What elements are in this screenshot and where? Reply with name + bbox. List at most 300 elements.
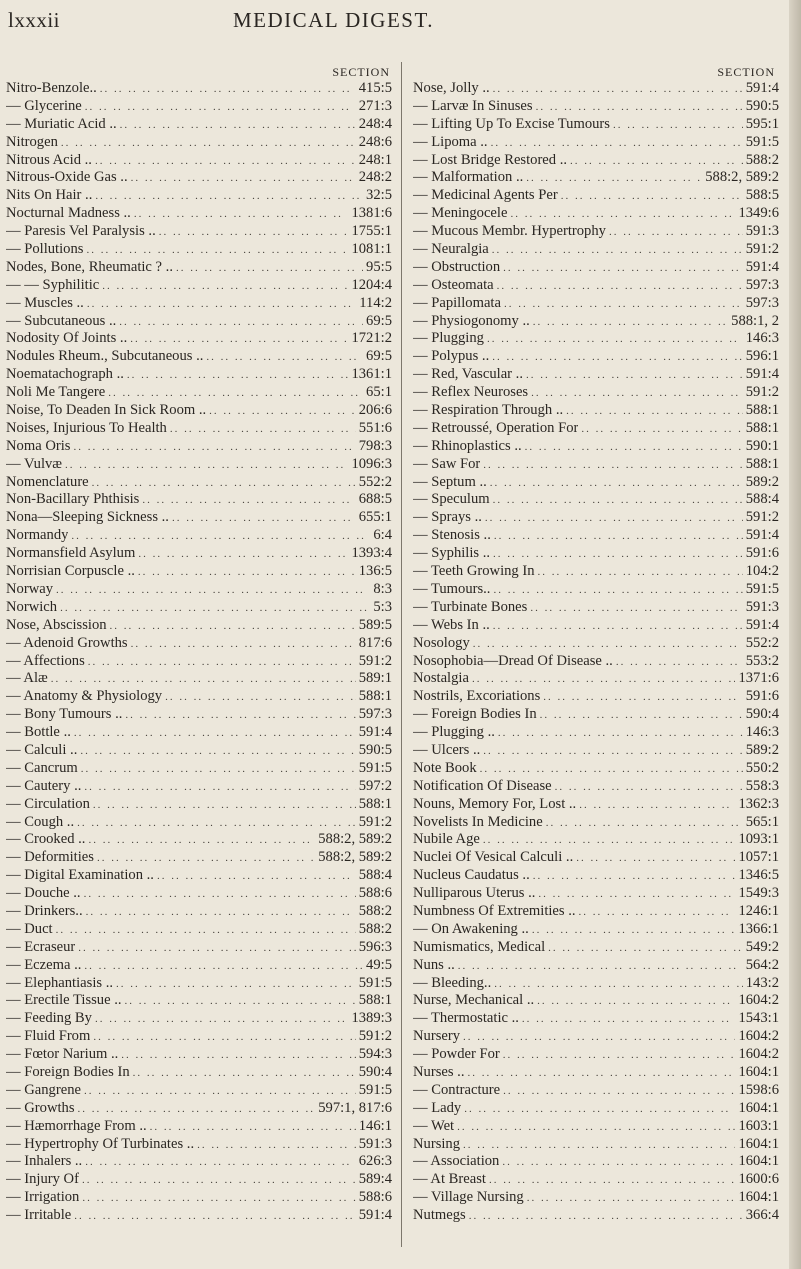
index-term: Nubile Age: [413, 831, 480, 848]
index-entry: [6, 831, 394, 849]
leader-dots: [159, 224, 349, 242]
section-reference: 552:2: [745, 634, 779, 651]
index-term: Nursing: [413, 1135, 461, 1152]
index-entry: [413, 205, 779, 223]
leader-dots: [492, 242, 743, 260]
index-term: — Cautery ..: [6, 777, 82, 794]
index-term: — Erectile Tissue ..: [6, 992, 122, 1009]
index-term: Nodules Rheum., Subcutaneous ..: [6, 348, 204, 365]
index-entry: [413, 241, 779, 259]
index-term: Nitrous-Oxide Gas ..: [6, 169, 128, 186]
section-reference: 1371:6: [738, 670, 779, 687]
index-entry: [6, 706, 394, 724]
leader-dots: [65, 457, 348, 475]
section-reference: 1543:1: [738, 1010, 779, 1027]
index-entry: [413, 491, 779, 509]
leader-dots: [522, 1011, 736, 1029]
index-entry: [413, 438, 779, 456]
section-reference: 552:2: [358, 473, 392, 490]
index-entry: [6, 456, 394, 474]
index-term: Numismatics, Medical: [413, 938, 546, 955]
index-term: — Digital Examination ..: [6, 867, 154, 884]
index-term: — Physiogonomy ..: [413, 312, 530, 329]
index-term: Nuns ..: [413, 956, 455, 973]
index-entry: [6, 1136, 394, 1154]
leader-dots: [491, 135, 743, 153]
section-reference: 588:1: [745, 402, 779, 419]
leader-dots: [464, 1101, 735, 1119]
index-term: — On Awakening ..: [413, 920, 529, 937]
index-entry: [413, 563, 779, 581]
index-term: — Sprays ..: [413, 509, 482, 526]
index-entry: [413, 688, 779, 706]
index-term: — Tumours..: [413, 580, 491, 597]
leader-dots: [60, 600, 370, 618]
leader-dots: [458, 958, 743, 976]
section-reference: 591:4: [745, 527, 779, 544]
index-entry: [413, 402, 779, 420]
section-reference: 588:1: [745, 419, 779, 436]
section-reference: 1381:6: [351, 205, 392, 222]
index-term: — Larvæ In Sinuses: [413, 97, 533, 114]
leader-dots: [85, 99, 356, 117]
index-term: Nocturnal Madness ..: [6, 205, 131, 222]
index-term: — Hæmorrhage From ..: [6, 1117, 147, 1134]
section-reference: 248:4: [358, 115, 392, 132]
index-entry: [6, 1189, 394, 1207]
leader-dots: [71, 528, 370, 546]
index-term: — Ulcers ..: [413, 741, 481, 758]
section-reference: 271:3: [358, 97, 392, 114]
section-reference: 565:1: [745, 813, 779, 830]
section-reference: 588:1: [358, 795, 392, 812]
index-term: — Bleeding..: [413, 974, 492, 991]
leader-dots: [61, 135, 356, 153]
index-term: — Plugging ..: [413, 724, 495, 741]
leader-dots: [86, 242, 348, 260]
index-term: Nose, Jolly ..: [413, 80, 490, 96]
leader-dots: [82, 1190, 355, 1208]
index-entry: [413, 903, 779, 921]
index-entry: [413, 957, 779, 975]
section-reference: 591:2: [745, 509, 779, 526]
index-term: Non-Bacillary Phthisis: [6, 491, 140, 508]
index-term: Nodes, Bone, Rheumatic ? ..: [6, 258, 173, 275]
index-term: Nutmegs: [413, 1207, 466, 1224]
index-entry: [6, 814, 394, 832]
index-entry: [413, 653, 779, 671]
index-entry: [413, 599, 779, 617]
leader-dots: [457, 1119, 735, 1137]
index-term: Norwich: [6, 598, 58, 615]
section-reference: 8:3: [373, 580, 392, 597]
section-reference: 5:3: [373, 598, 392, 615]
index-entry: [6, 223, 394, 241]
index-entry: [413, 1064, 779, 1082]
index-entry: [6, 205, 394, 223]
leader-dots: [134, 206, 349, 224]
leader-dots: [209, 403, 356, 421]
leader-dots: [502, 1154, 735, 1172]
section-reference: 1604:2: [738, 1046, 779, 1063]
index-entry: [413, 330, 779, 348]
index-entry: [6, 617, 394, 635]
section-reference: 1598:6: [738, 1081, 779, 1098]
index-term: — Malformation ..: [413, 169, 524, 186]
section-reference: 1093:1: [738, 831, 779, 848]
section-reference: 591:4: [358, 1207, 392, 1224]
index-entry: [6, 1207, 394, 1225]
index-entry: [6, 1082, 394, 1100]
leader-dots: [490, 475, 743, 493]
leader-dots: [616, 654, 743, 672]
leader-dots: [142, 492, 355, 510]
section-reference: 591:2: [745, 384, 779, 401]
index-term: — Bony Tumours ..: [6, 706, 123, 723]
index-entry: [6, 1064, 394, 1082]
index-term: Nucleus Caudatus ..: [413, 867, 530, 884]
leader-dots: [170, 421, 356, 439]
leader-dots: [503, 1083, 735, 1101]
index-term: — Deformities: [6, 849, 94, 866]
section-reference: 588:1: [358, 688, 392, 705]
page-edge: [789, 0, 801, 1269]
section-reference: 1096:3: [351, 455, 392, 472]
leader-dots: [483, 832, 736, 850]
section-reference: 114:2: [359, 294, 392, 311]
index-term: Norrisian Corpuscle ..: [6, 563, 135, 580]
leader-dots: [108, 385, 363, 403]
leader-dots: [531, 385, 743, 403]
leader-dots: [493, 81, 743, 99]
index-entry: [6, 635, 394, 653]
section-reference: 655:1: [358, 509, 392, 526]
leader-dots: [95, 188, 363, 206]
leader-dots: [93, 1029, 355, 1047]
section-reference: 248:2: [358, 169, 392, 186]
leader-dots: [102, 278, 348, 296]
section-reference: 595:1: [745, 115, 779, 132]
index-entry: [413, 831, 779, 849]
leader-dots: [546, 815, 743, 833]
section-reference: 591:4: [745, 616, 779, 633]
section-reference: 1057:1: [738, 849, 779, 866]
index-entry: [6, 420, 394, 438]
index-entry: [413, 1010, 779, 1028]
index-entry: [6, 313, 394, 331]
index-entry: [413, 545, 779, 563]
section-reference: 591:3: [745, 223, 779, 240]
index-entry: [413, 348, 779, 366]
index-entry: [413, 384, 779, 402]
leader-dots: [150, 1119, 356, 1137]
section-reference: 589:5: [358, 616, 392, 633]
leader-dots: [138, 564, 356, 582]
index-entry: [6, 581, 394, 599]
leader-dots: [84, 886, 356, 904]
leader-dots: [537, 993, 735, 1011]
section-reference: 597:3: [745, 294, 779, 311]
section-reference: 1604:1: [738, 1135, 779, 1152]
index-term: — Webs In ..: [413, 616, 490, 633]
section-reference: 136:5: [358, 563, 392, 580]
section-reference: 65:1: [366, 384, 392, 401]
index-entry: [413, 760, 779, 778]
index-term: — Foreign Bodies In: [413, 706, 537, 723]
index-term: — Mucous Membr. Hypertrophy: [413, 223, 606, 240]
section-reference: 591:4: [745, 80, 779, 96]
leader-dots: [548, 940, 743, 958]
section-reference: 588:6: [358, 1189, 392, 1206]
index-term: — Reflex Neuroses: [413, 384, 529, 401]
section-reference: 591:5: [358, 1081, 392, 1098]
index-entry: [413, 169, 779, 187]
leader-dots: [503, 260, 743, 278]
leader-dots: [579, 797, 735, 815]
section-reference: 1389:3: [351, 1010, 392, 1027]
section-reference: 590:4: [358, 1063, 392, 1080]
index-entry: [6, 98, 394, 116]
index-term: Numbness Of Extremities ..: [413, 902, 576, 919]
leader-dots: [84, 1083, 356, 1101]
section-reference: 1549:3: [738, 885, 779, 902]
section-reference: 588:1: [745, 455, 779, 472]
section-reference: 588:2: [358, 920, 392, 937]
leader-dots: [473, 636, 743, 654]
section-reference: 1755:1: [351, 223, 392, 240]
section-reference: 1604:2: [738, 1028, 779, 1045]
index-term: — Feeding By: [6, 1010, 92, 1027]
section-reference: 798:3: [358, 437, 392, 454]
leader-dots: [121, 1047, 355, 1065]
index-entry: [6, 796, 394, 814]
index-entry: [6, 563, 394, 581]
index-entry: [413, 581, 779, 599]
index-entry: [6, 545, 394, 563]
leader-dots: [538, 886, 735, 904]
index-entry: [6, 1171, 394, 1189]
index-term: — Osteomata: [413, 276, 494, 293]
index-term: — Duct: [6, 920, 53, 937]
index-term: Nodosity Of Joints ..: [6, 330, 128, 347]
leader-dots: [119, 314, 363, 332]
index-term: — Gangrene: [6, 1081, 81, 1098]
leader-dots: [84, 958, 363, 976]
section-reference: 588:4: [745, 491, 779, 508]
index-entry: [413, 152, 779, 170]
index-term: — Douche ..: [6, 885, 81, 902]
index-entry: [6, 366, 394, 384]
leader-dots: [78, 1101, 316, 1119]
section-reference: 626:3: [358, 1153, 392, 1170]
index-term: — Inhalers ..: [6, 1153, 83, 1170]
section-reference: 146:1: [358, 1117, 392, 1134]
index-term: — Red, Vascular ..: [413, 366, 523, 383]
index-entry: [413, 456, 779, 474]
index-term: — Fluid From: [6, 1028, 91, 1045]
index-entry: [413, 724, 779, 742]
leader-dots: [87, 296, 356, 314]
section-reference: 146:3: [745, 724, 779, 741]
index-term: — Powder For: [413, 1046, 500, 1063]
index-term: — Calculi ..: [6, 741, 78, 758]
index-entry: [413, 778, 779, 796]
index-entry: [6, 939, 394, 957]
leader-dots: [78, 940, 355, 958]
section-reference: 591:5: [358, 759, 392, 776]
section-reference: 1346:5: [738, 867, 779, 884]
index-entry: [413, 921, 779, 939]
index-entry: [6, 438, 394, 456]
index-term: Notification Of Disease: [413, 777, 552, 794]
index-term: — Bottle ..: [6, 724, 71, 741]
leader-dots: [561, 188, 743, 206]
leader-dots: [498, 725, 743, 743]
index-entry: [6, 921, 394, 939]
leader-dots: [613, 117, 743, 135]
index-entry: [6, 402, 394, 420]
section-reference: 95:5: [366, 258, 392, 275]
index-term: — Glycerine: [6, 97, 82, 114]
index-term: Nuclei Of Vesical Calculi ..: [413, 849, 574, 866]
index-term: — Lady: [413, 1099, 462, 1116]
leader-dots: [503, 1047, 736, 1065]
index-entry: [6, 760, 394, 778]
index-entry: [413, 80, 779, 98]
leader-dots: [56, 922, 356, 940]
leader-dots: [533, 868, 736, 886]
index-entry: [413, 1207, 779, 1225]
leader-dots: [133, 1065, 356, 1083]
index-term: — Crooked ..: [6, 831, 86, 848]
index-entry: [413, 1189, 779, 1207]
index-entry: [6, 134, 394, 152]
section-reference: 69:5: [366, 348, 392, 365]
section-reference: 69:5: [366, 312, 392, 329]
leader-dots: [472, 671, 736, 689]
leader-dots: [176, 260, 363, 278]
index-term: — Wet: [413, 1117, 455, 1134]
index-entry: [6, 1028, 394, 1046]
index-entry: [6, 742, 394, 760]
index-term: — Teeth Growing In: [413, 563, 535, 580]
section-reference: 591:4: [358, 724, 392, 741]
index-entry: [413, 223, 779, 241]
index-term: — Irritable: [6, 1207, 72, 1224]
index-term: — Stenosis ..: [413, 527, 491, 544]
section-reference: 104:2: [745, 563, 779, 580]
index-term: Nosology: [413, 634, 470, 651]
index-entry: [413, 742, 779, 760]
leader-dots: [493, 618, 743, 636]
index-term: — Affections: [6, 652, 85, 669]
index-entry: [413, 1100, 779, 1118]
section-reference: 588:4: [358, 867, 392, 884]
index-entry: [413, 975, 779, 993]
index-term: — Eczema ..: [6, 956, 82, 973]
index-entry: [6, 653, 394, 671]
index-term: — Polypus ..: [413, 348, 490, 365]
index-term: Norway: [6, 580, 54, 597]
index-term: Nursery: [413, 1028, 461, 1045]
section-reference: 590:5: [358, 741, 392, 758]
index-term: — Plugging: [413, 330, 484, 347]
section-reference: 1604:1: [738, 1063, 779, 1080]
leader-dots: [493, 546, 743, 564]
section-reference: 1600:6: [738, 1171, 779, 1188]
index-term: — Cancrum: [6, 759, 78, 776]
leader-dots: [95, 1011, 349, 1029]
section-reference: 1246:1: [738, 902, 779, 919]
section-reference: 589:4: [358, 1171, 392, 1188]
section-reference: 1604:2: [738, 992, 779, 1009]
leader-dots: [100, 81, 356, 99]
index-entry: [6, 277, 394, 295]
index-term: — Respiration Through ..: [413, 402, 564, 419]
leader-dots: [74, 725, 356, 743]
index-term: — Fœtor Narium ..: [6, 1046, 119, 1063]
leader-dots: [81, 761, 356, 779]
section-reference: 588:2, 589:2: [318, 849, 392, 866]
index-term: — Lipoma ..: [413, 133, 488, 150]
section-reference: 1366:1: [738, 920, 779, 937]
index-entry: [6, 509, 394, 527]
index-term: — Meningocele: [413, 205, 508, 222]
index-entry: [6, 259, 394, 277]
column-divider: [401, 62, 402, 1247]
leader-dots: [483, 457, 742, 475]
index-entry: [6, 957, 394, 975]
section-reference: 146:3: [745, 330, 779, 347]
index-term: — Ecraseur: [6, 938, 76, 955]
index-term: — Medicinal Agents Per: [413, 187, 558, 204]
leader-dots: [467, 1065, 735, 1083]
index-term: — Papillomata: [413, 294, 501, 311]
section-reference: 6:4: [373, 527, 392, 544]
section-reference: 415:5: [358, 80, 392, 96]
section-reference: 817:6: [358, 634, 392, 651]
index-term: — Elephantiasis ..: [6, 974, 114, 991]
leader-dots: [93, 797, 356, 815]
index-entry: [6, 1153, 394, 1171]
leader-dots: [463, 1137, 735, 1155]
index-term: — Circulation: [6, 795, 90, 812]
section-reference: 597:2: [358, 777, 392, 794]
leader-dots: [510, 206, 735, 224]
section-reference: 596:1: [745, 348, 779, 365]
index-entry: [6, 992, 394, 1010]
leader-dots: [116, 976, 356, 994]
section-reference: 1361:1: [351, 366, 392, 383]
leader-dots: [532, 922, 736, 940]
leader-dots: [88, 654, 356, 672]
running-title: MEDICAL DIGEST.: [233, 8, 434, 32]
index-entry: [6, 778, 394, 796]
index-term: Nosophobia—Dread Of Disease ..: [413, 652, 613, 669]
leader-dots: [110, 618, 356, 636]
index-term: — — Syphilitic: [6, 276, 100, 293]
index-term: — Association: [413, 1153, 500, 1170]
index-entry: [413, 420, 779, 438]
index-entry: [6, 241, 394, 259]
index-term: — Anatomy & Physiology: [6, 688, 163, 705]
index-entry: [6, 1100, 394, 1118]
index-entry: [6, 1046, 394, 1064]
index-term: Nitrogen: [6, 133, 58, 150]
index-term: — Turbinate Bones: [413, 598, 528, 615]
section-reference: 588:2: [358, 902, 392, 919]
index-entry: [6, 295, 394, 313]
